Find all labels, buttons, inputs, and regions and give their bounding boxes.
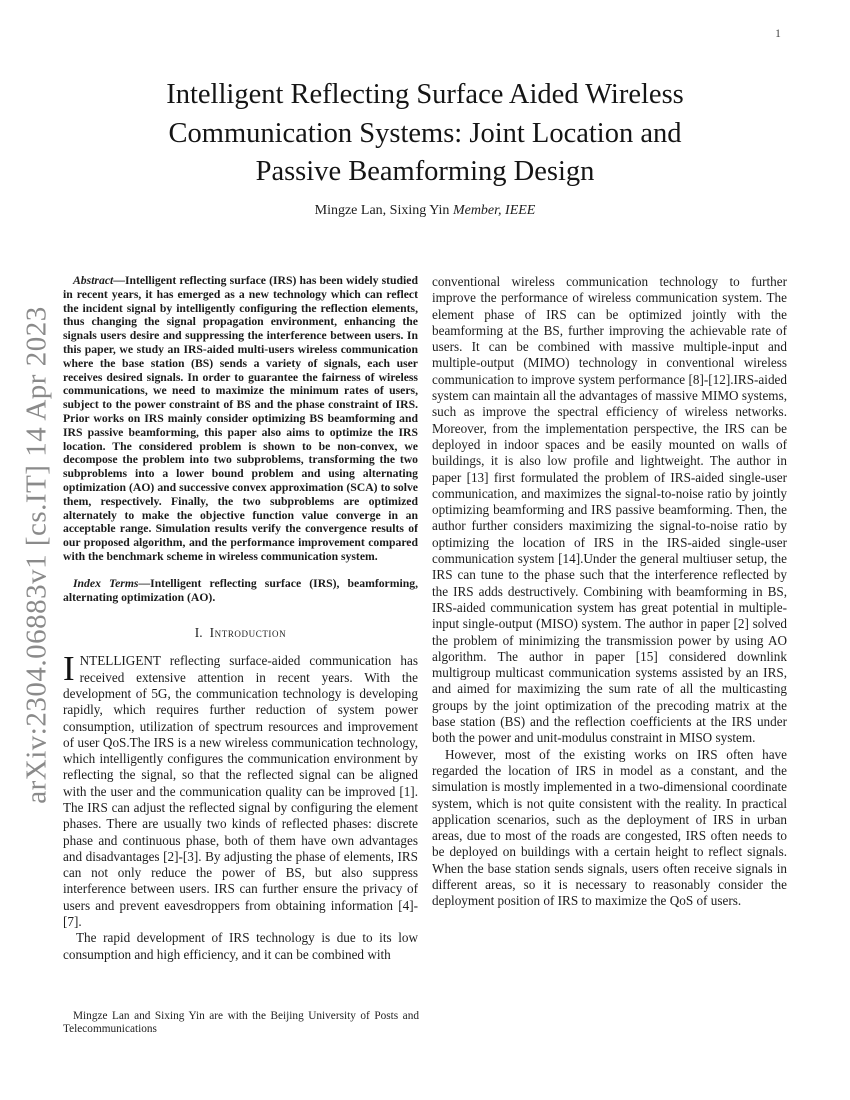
paper-title-line2: Communication Systems: Joint Location and bbox=[168, 117, 682, 149]
two-column-body bbox=[63, 274, 787, 1011]
arxiv-watermark: arXiv:2304.06883v1 [cs.IT] 14 Apr 2023 bbox=[20, 306, 53, 804]
paper-title-line3: Passive Beamforming Design bbox=[255, 156, 595, 187]
left-column bbox=[63, 274, 418, 1011]
section-title: Introduction bbox=[209, 625, 287, 641]
intro-paragraph-2: The rapid development of IRS technology is due to its low consumption and high efficiency, and it can be combined with bbox=[63, 930, 418, 962]
abstract-paragraph bbox=[63, 274, 418, 564]
paper-title-line1: Intelligent Reflecting Surface Aided Wireless bbox=[166, 79, 684, 110]
section-number: I. bbox=[194, 625, 203, 641]
abstract-label: Abstract bbox=[73, 274, 114, 287]
paper-title bbox=[95, 76, 755, 192]
author-membership: Member, IEEE bbox=[452, 203, 536, 218]
index-terms-paragraph bbox=[63, 577, 418, 605]
section-heading-introduction bbox=[63, 625, 418, 641]
index-terms-label: Index Terms bbox=[73, 576, 139, 590]
intro-paragraph-1-text: NTELLIGENT reflecting surface-aided communication has received extensive attention in recent years. With the development of 5G, the communication technology is developing rapidly, which requires further reduction of system power consumption, utilization of spectrum resources and improvement of user QoS.The IRS is a new wireless communication technology, which intelligently configures the communication environment by reflecting the signal, so that the reflected signal can be aligned with the user and the communication quality can be improved [1]. The IRS can adjust the reflected signal by configuring the element phases. There are usually two kinds of reflected phases: discrete phase and continuous phase, both of them have own advantages and disadvantages [2]-[3]. By adjusting the phase of elements, IRS can not only reduce the power of BS, but also suppress interference between users. IRS can further ensure the privacy of users and prevent eavesdroppers from obtaining information [4]-[7]. bbox=[63, 653, 418, 930]
abstract-text: —Intelligent reflecting surface (IRS) has been widely studied in recent years, it has emerged as a new technology which can reflect the incident signal by intelligently configuring the reflection elements, thus changing the signal propagation environment, enhancing the signals users desire and suppressing the interference between users. In this paper, we study an IRS-aided multi-users wireless communication where the base station (BS) sends a variety of signals, each user receives desired signals. In order to guarantee the fairness of wireless communications, we need to maximize the minimum rates of users, subject to the power constraint of BS and the phase constraint of IRS. Prior works on IRS mainly consider optimizing BS beamforming and IRS passive beamforming, this paper also aims to optimize the IRS location. The considered problem is shown to be non-convex, we decompose the problem into two subproblems, transforming the two subproblems into a lower bound problem and using alternating optimization (AO) and successive convex approximation (SCA) to solve them, respectively. Finally, the two subproblems are optimized alternately to make the objective function value converge in an acceptable range. Simulation results verify the convergence results of our proposed algorithm, and the performance improvement compared with the benchmark scheme in wireless communication system. bbox=[63, 274, 418, 563]
author-line bbox=[0, 203, 850, 219]
author-affiliation-footnote: Mingze Lan and Sixing Yin are with the Beijing University of Posts and Telecommunications bbox=[63, 1010, 419, 1035]
intro-paragraph-4: However, most of the existing works on IRS often have regarded the location of IRS in model as a constant, and the simulation is mostly implemented in a two-dimensional coordinate system, which is not quite consistent with the reality. In practical application scenarios, such as the deployment of IRS in urban areas, due to most of the roads are congested, IRS often needs to be deployed on buildings with a certain height to reflect signals. When the base station sends signals, users often receive signals in different areas, so it is necessary to reasonably consider the deployment position of IRS to maximize the QoS of users. bbox=[432, 746, 787, 909]
index-terms-text: —Intelligent reflecting surface (IRS), beamforming, alternating optimization (AO). bbox=[63, 576, 418, 604]
dropcap-letter: I bbox=[63, 649, 75, 689]
page-number: 1 bbox=[775, 28, 781, 40]
author-names: Mingze Lan, Sixing Yin bbox=[314, 203, 450, 218]
intro-paragraph-1 bbox=[63, 649, 418, 930]
intro-paragraph-3: conventional wireless communication technology to further improve the performance of wireless communication system. The element phase of IRS can be optimized jointly with the beamforming at the BS, further improving the achievable rate of users. It can be combined with massive multiple-input and multiple-output (MIMO) technology in conventional wireless communication to improve system performance [8]-[12].IRS-aided system can maintain all the advantages of massive MIMO systems, such as improve the spectral efficiency of wireless networks. Moreover, from the implementation perspective, the IRS can be deployed in indoor spaces and be easily mounted on walls of buildings, it is also low profile and lightweight. The author in paper [13] first formulated the problem of IRS-aided single-user communication, and maximizes the signal-to-noise ratio by jointly optimizing beamforming and IRS passive beamforming. Then, the author further considers maximizing the signal-to-noise ratio by optimizing the location of IRS in the IRS-aided single-user communication system [14].Under the general multiuser setup, the IRS can tune to the phase such that the interference reflected by the IRS adds destructively. Combining with beamforming in BS, IRS-aided communication system has great potential in multiple-input single-output (MISO) system. The author in paper [2] solved the problem of minimizing the transmission power by using AO algorithm. The author in paper [15] considered downlink multigroup multicast communication systems assisted by an IRS, and aimed for maximizing the sum rate of all the multicasting groups by the joint optimization of the precoding matrix at the base station (BS) and the reflection coefficients at the IRS under both the power and unit-modulus constraint in MISO system. bbox=[432, 274, 787, 746]
right-column bbox=[432, 274, 787, 1011]
